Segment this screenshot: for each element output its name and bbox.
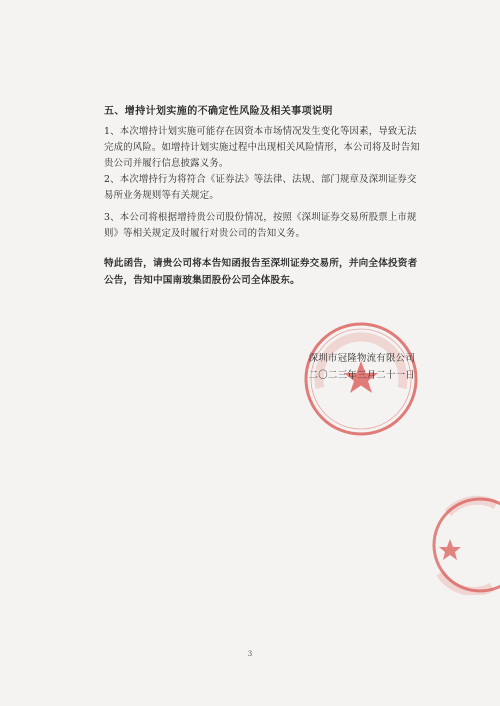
page-number: 3 [247,650,253,658]
seal-star-icon [439,539,461,560]
closing-statement: 特此函告，请贵公司将本告知函报告至深圳证券交易所，并向全体投资者公告，告知中国南玻集团股份公司全体股东。 [104,258,418,286]
signature-block [309,350,415,384]
signature-date: 二〇二三年三月二十一日 [308,370,415,381]
signature-company: 深圳市冠隆物流有限公司 [308,353,415,364]
paragraph-1: 1、本次增持计划实施可能存在因资本市场情况发生变化等因素，导致无法完成的风险。如增持计划实施过程中出现相关风险情形，本公司将及时告知贵公司并履行信息披露义务。 [104,126,420,169]
paragraph-2: 2、本次增持行为将符合《证券法》等法律、法规、部门规章及深圳证券交易所业务规则等有关规定。 [104,174,417,201]
section-heading: 五、增持计划实施的不确定性风险及相关事项说明 [104,106,333,117]
edge-seal-stamp [418,495,500,595]
paragraph-3: 3、本公司将根据增持贵公司股份情况，按照《深圳证券交易所股票上市规则》等相关规定及时履行对贵公司的告知义务。 [104,212,417,239]
